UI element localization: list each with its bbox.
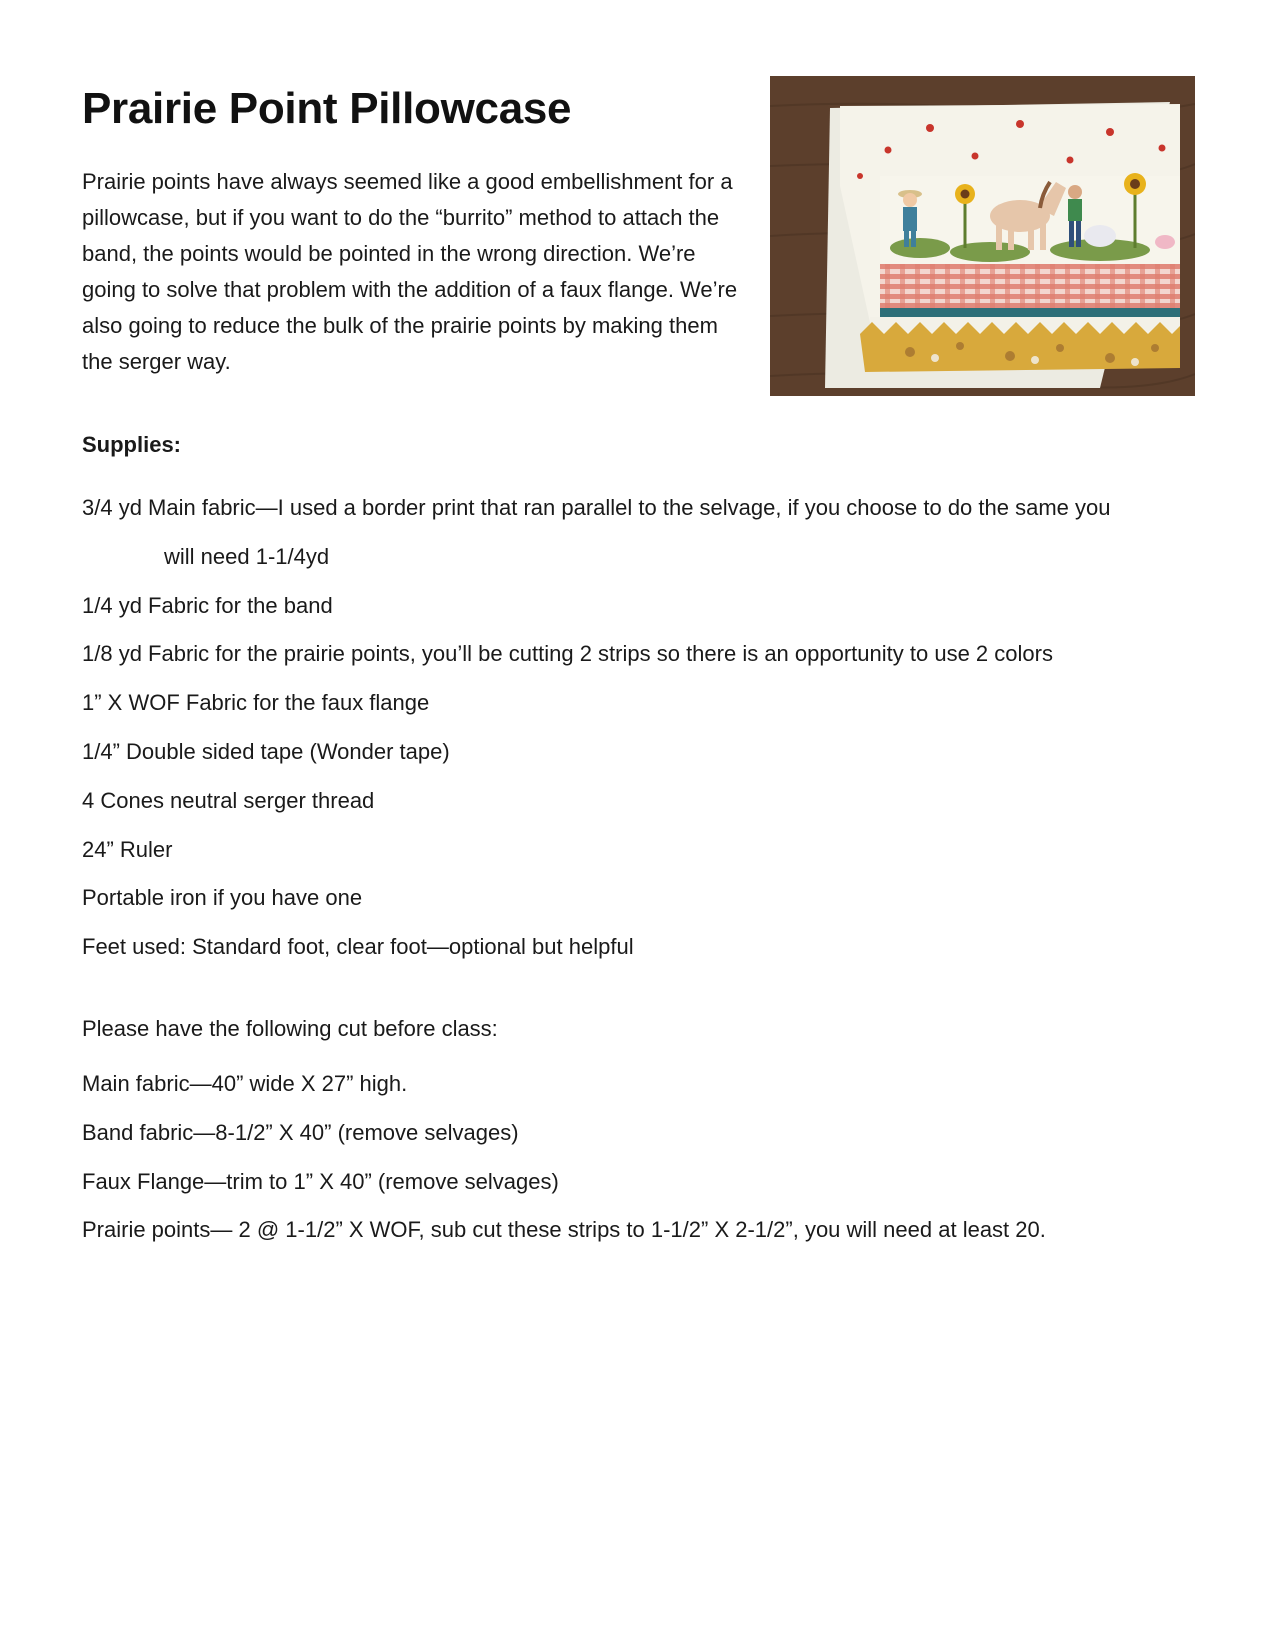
supplies-list [82,484,1202,972]
cutting-heading: Please have the following cut before class: [82,1016,498,1041]
supply-item-tape: 1/4” Double sided tape (Wonder tape) [82,738,450,764]
supply-item-flange-fabric: 1” X WOF Fabric for the faux flange [82,690,430,716]
intro-paragraph: Prairie points have always seemed like a good embellishment for a pillowcase, but if you want to do the “burrito” method to attach the band, the points would be pointed in the wrong direction. We’re going to solve that problem with the addition of a faux flange. We’re also going to reduce the bulk of the prairie points by making them the serger way. [82,169,738,374]
supply-item-iron: Portable iron if you have one [82,885,363,911]
supplies-heading: Supplies: [82,432,182,457]
page-title: Prairie Point Pillowcase [82,84,572,133]
supply-item-prairie-fabric: 1/8 yd Fabric for the prairie points, you’ll be cutting 2 strips so there is an opportunity to use 2 colors [82,641,1053,667]
cut-item-prairie-points: Prairie points— 2 @ 1-1/2” X WOF, sub cut these strips to 1-1/2” X 2-1/2”, you will need at least 20. [82,1217,1046,1243]
cut-item-faux-flange: Faux Flange—trim to 1” X 40” (remove selvages) [82,1168,559,1194]
supply-item-band-fabric: 1/4 yd Fabric for the band [82,592,333,618]
supply-item-thread: 4 Cones neutral serger thread [82,787,375,813]
cut-item-main-fabric: Main fabric—40” wide X 27” high. [82,1071,408,1096]
supply-item-feet: Feet used: Standard foot, clear foot—optional but helpful [82,934,634,960]
cutting-list [82,1060,1202,1255]
cut-item-band-fabric: Band fabric—8-1/2” X 40” (remove selvages) [82,1119,519,1145]
supply-item-ruler: 24” Ruler [82,836,173,862]
supply-item-main-fabric: 3/4 yd Main fabric—I used a border print that ran parallel to the selvage, if you choose to do the same you [82,495,1111,520]
supply-item-main-fabric-continued: will need 1-1/4yd [164,543,330,569]
pillowcase-photo [770,76,1195,396]
